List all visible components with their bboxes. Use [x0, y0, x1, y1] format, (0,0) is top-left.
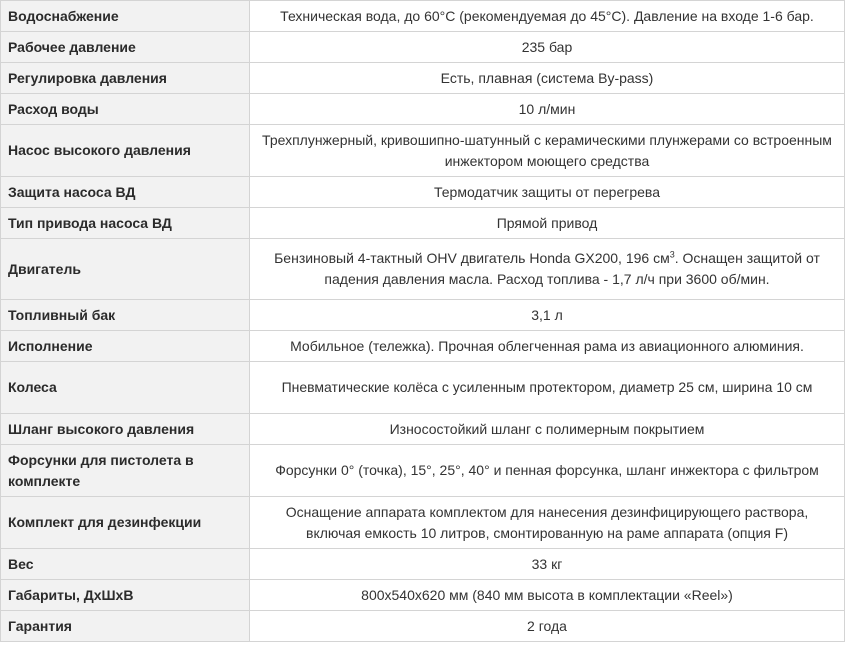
row-label: Шланг высокого давления — [1, 414, 250, 445]
row-label: Рабочее давление — [1, 32, 250, 63]
row-label: Гарантия — [1, 611, 250, 642]
table-row — [1, 63, 845, 94]
table-row — [1, 32, 845, 63]
row-label: Вес — [1, 549, 250, 580]
row-value: Оснащение аппарата комплектом для нанесения дезинфицирующего раствора, включая емкость 10 литров, смонтированную на раме аппарата (опция F) — [250, 497, 845, 549]
row-label: Исполнение — [1, 331, 250, 362]
table-row — [1, 445, 845, 497]
table-row — [1, 414, 845, 445]
row-label: Водоснабжение — [1, 1, 250, 32]
row-value: 3,1 л — [250, 300, 845, 331]
row-label: Двигатель — [1, 239, 250, 300]
row-value: 800х540х620 мм (840 мм высота в комплектации «Reel») — [250, 580, 845, 611]
row-value: Прямой привод — [250, 208, 845, 239]
table-row — [1, 1, 845, 32]
table-row — [1, 208, 845, 239]
row-value: Форсунки 0° (точка), 15°, 25°, 40° и пенная форсунка, шланг инжектора с фильтром — [250, 445, 845, 497]
table-row — [1, 125, 845, 177]
row-value: Пневматические колёса с усиленным протектором, диаметр 25 см, ширина 10 см — [250, 362, 845, 414]
row-value: 2 года — [250, 611, 845, 642]
row-label: Расход воды — [1, 94, 250, 125]
engine-text-end: . Оснащен защитой от падения давления масла. Расход топлива - 1,7 л/ч при 3600 об/мин. — [324, 250, 820, 287]
row-value: Трехплунжерный, кривошипно-шатунный с керамическими плунжерами со встроенным инжектором моющего средства — [250, 125, 845, 177]
table-row — [1, 497, 845, 549]
table-row — [1, 239, 845, 300]
row-label: Насос высокого давления — [1, 125, 250, 177]
row-value: Термодатчик защиты от перегрева — [250, 177, 845, 208]
table-row — [1, 362, 845, 414]
table-row — [1, 94, 845, 125]
table-row — [1, 611, 845, 642]
row-value: 235 бар — [250, 32, 845, 63]
row-value: Техническая вода, до 60°С (рекомендуемая до 45°С). Давление на входе 1-6 бар. — [250, 1, 845, 32]
row-value: Есть, плавная (система By-pass) — [250, 63, 845, 94]
row-value: Мобильное (тележка). Прочная облегченная рама из авиационного алюминия. — [250, 331, 845, 362]
engine-superscript: 3 — [669, 249, 675, 260]
row-label: Тип привода насоса ВД — [1, 208, 250, 239]
row-label: Колеса — [1, 362, 250, 414]
row-label: Защита насоса ВД — [1, 177, 250, 208]
row-label: Регулировка давления — [1, 63, 250, 94]
row-label: Топливный бак — [1, 300, 250, 331]
row-label: Комплект для дезинфекции — [1, 497, 250, 549]
row-value: Износостойкий шланг с полимерным покрытием — [250, 414, 845, 445]
row-label: Форсунки для пистолета в комплекте — [1, 445, 250, 497]
table-row — [1, 549, 845, 580]
row-value: 33 кг — [250, 549, 845, 580]
table-row — [1, 580, 845, 611]
table-row — [1, 331, 845, 362]
row-value: 10 л/мин — [250, 94, 845, 125]
table-row — [1, 177, 845, 208]
row-value — [250, 239, 845, 300]
table-row — [1, 300, 845, 331]
engine-text-start: Бензиновый 4-тактный OHV двигатель Honda GX200, 196 см — [274, 250, 670, 266]
row-label: Габариты, ДхШхВ — [1, 580, 250, 611]
